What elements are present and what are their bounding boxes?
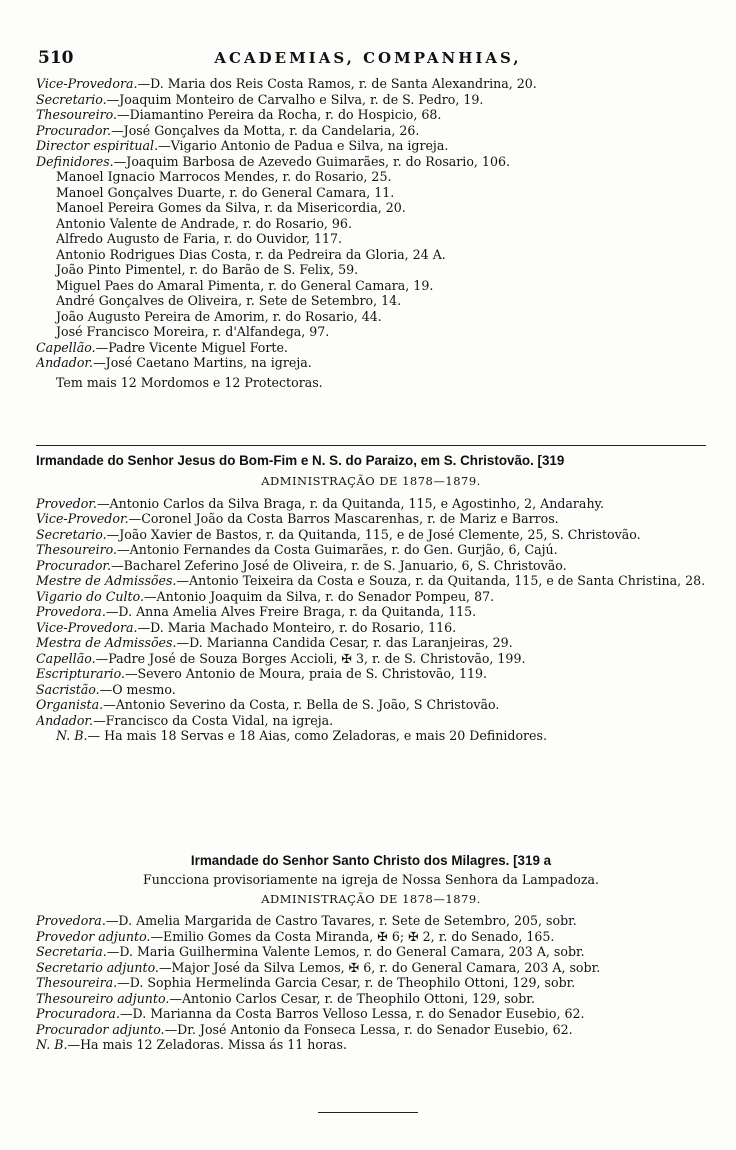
entry: Capellão.—Padre Vicente Miguel Forte.: [36, 339, 288, 355]
entry: Director espiritual.—Vigario Antonio de Padua e Silva, na igreja.: [36, 138, 449, 153]
end-rule: [318, 1112, 418, 1113]
entry: Mestra de Admissões.—D. Marianna Candida Cesar, r. das Laranjeiras, 29.: [36, 635, 513, 650]
section-3: [36, 852, 706, 1053]
entry: Vice-Provedora.—D. Maria dos Reis Costa Ramos, r. de Santa Alexandrina, 20.: [36, 76, 537, 91]
entry: N. B.— Ha mais 18 Servas e 18 Aias, como Zeladoras, e mais 20 Definidores.: [56, 728, 547, 743]
entry: Provedor adjunto.—Emilio Gomes da Costa Miranda, ✠ 6; ✠ 2, r. do Senado, 165.: [36, 928, 555, 944]
entry: Secretario.—Joaquim Monteiro de Carvalho e Silva, r. de S. Pedro, 19.: [36, 91, 484, 107]
entry: Procuradora.—D. Marianna da Costa Barros Velloso Lessa, r. do Senador Eusebio, 62.: [36, 1006, 585, 1021]
entry: Definidores.—Joaquim Barbosa de Azevedo Guimarães, r. do Rosario, 106.: [36, 153, 510, 169]
entry: Procurador.—José Gonçalves da Motta, r. da Candelaria, 26.: [36, 122, 420, 138]
member: Manoel Pereira Gomes da Silva, r. da Misericordia, 20.: [56, 200, 406, 215]
entry: Secretario.—João Xavier de Bastos, r. da Quitanda, 115, e de José Clemente, 25, S. Christovão.: [36, 526, 641, 542]
entry: Provedora.—D. Amelia Margarida de Castro Tavares, r. Sete de Setembro, 205, sobr.: [36, 913, 577, 928]
entry: Capellão.—Padre José de Souza Borges Accioli, ✠ 3, r. de S. Christovão, 199.: [36, 650, 526, 666]
running-title: ACADEMIAS, COMPANHIAS,: [214, 49, 522, 67]
section-divider: [36, 445, 706, 446]
entry: Secretario adjunto.—Major José da Silva Lemos, ✠ 6, r. do General Camara, 203 A, sobr.: [36, 959, 601, 975]
member: Antonio Rodrigues Dias Costa, r. da Pedreira da Gloria, 24 A.: [56, 246, 446, 262]
entry: Mestre de Admissões.—Antonio Teixeira da Costa e Souza, r. da Quitanda, 115, e de Santa Christina, 28.: [36, 573, 706, 588]
member: João Pinto Pimentel, r. do Barão de S. Felix, 59.: [56, 262, 359, 277]
entry: Sacristão.—O mesmo.: [36, 681, 176, 697]
entry: Escripturario.—Severo Antonio de Moura, praia de S. Christovão, 119.: [36, 666, 487, 681]
member: Manoel Gonçalves Duarte, r. do General Camara, 11.: [56, 184, 395, 200]
entry: Procurador.—Bacharel Zeferino José de Oliveira, r. de S. Januario, 6, S. Christovão.: [36, 557, 567, 573]
entry: Thesoureira.—D. Sophia Hermelinda Garcia Cesar, r. de Theophilo Ottoni, 129, sobr.: [36, 975, 576, 990]
entry: Andador.—Francisco da Costa Vidal, na igreja.: [36, 712, 334, 728]
member: Antonio Valente de Andrade, r. do Rosario, 96.: [56, 215, 352, 231]
member: André Gonçalves de Oliveira, r. Sete de Setembro, 14.: [56, 293, 402, 308]
section-3-admin: ADMINISTRAÇÃO DE 1878—1879.: [261, 891, 481, 906]
entry: Organista.—Antonio Severino da Costa, r. Bella de S. João, S Christovão.: [36, 697, 500, 712]
entry: Thesoureiro adjunto.—Antonio Carlos Cesar, r. de Theophilo Ottoni, 129, sobr.: [36, 990, 535, 1006]
section-1: [36, 76, 706, 391]
page-number: 510: [38, 48, 74, 68]
section-1-note: Tem mais 12 Mordomos e 12 Protectoras.: [56, 374, 323, 390]
entry: Thesoureiro.—Diamantino Pereira da Rocha, r. do Hospicio, 68.: [36, 107, 442, 122]
section-2-admin: ADMINISTRAÇÃO DE 1878—1879.: [261, 474, 481, 488]
section-2-heading: Irmandade do Senhor Jesus do Bom-Fim e N. S. do Paraizo, em S. Christovão. [319: [36, 453, 565, 468]
entry: Provedor.—Antonio Carlos da Silva Braga, r. da Quitanda, 115, e Agostinho, 2, Andarahy.: [36, 495, 605, 511]
section-2: [36, 452, 706, 744]
entry: N. B.—Ha mais 12 Zeladoras. Missa ás 11 horas.: [36, 1037, 347, 1052]
page-header: [38, 48, 698, 70]
member: Manoel Ignacio Marrocos Mendes, r. do Rosario, 25.: [56, 169, 392, 184]
entry: Secretaria.—D. Maria Guilhermina Valente Lemos, r. do General Camara, 203 A, sobr.: [36, 944, 585, 959]
entry: Vigario do Culto.—Antonio Joaquim da Silva, r. do Senador Pompeu, 87.: [36, 588, 495, 604]
entry: Vice-Provedor.—Coronel João da Costa Barros Mascarenhas, r. de Mariz e Barros.: [36, 511, 559, 526]
member: Miguel Paes do Amaral Pimenta, r. do General Camara, 19.: [56, 277, 434, 293]
section-3-heading: Irmandade do Senhor Santo Christo dos Milagres. [319 a: [190, 853, 552, 868]
entry: Procurador adjunto.—Dr. José Antonio da Fonseca Lessa, r. do Senador Eusebio, 62.: [36, 1021, 573, 1037]
entry: Andador.—José Caetano Martins, na igreja.: [36, 355, 312, 370]
member: João Augusto Pereira de Amorim, r. do Rosario, 44.: [56, 308, 382, 324]
member: José Francisco Moreira, r. d'Alfandega, 97.: [56, 324, 330, 339]
entry: Provedora.—D. Anna Amelia Alves Freire Braga, r. da Quitanda, 115.: [36, 604, 477, 619]
entry: Thesoureiro.—Antonio Fernandes da Costa Guimarães, r. do Gen. Gurjão, 6, Cajú.: [36, 542, 558, 557]
entry: Vice-Provedora.—D. Maria Machado Monteiro, r. do Rosario, 116.: [36, 619, 457, 635]
section-3-subheading: Funcciona provisoriamente na igreja de Nossa Senhora da Lampadoza.: [142, 872, 600, 887]
member: Alfredo Augusto de Faria, r. do Ouvidor, 117.: [56, 231, 343, 246]
